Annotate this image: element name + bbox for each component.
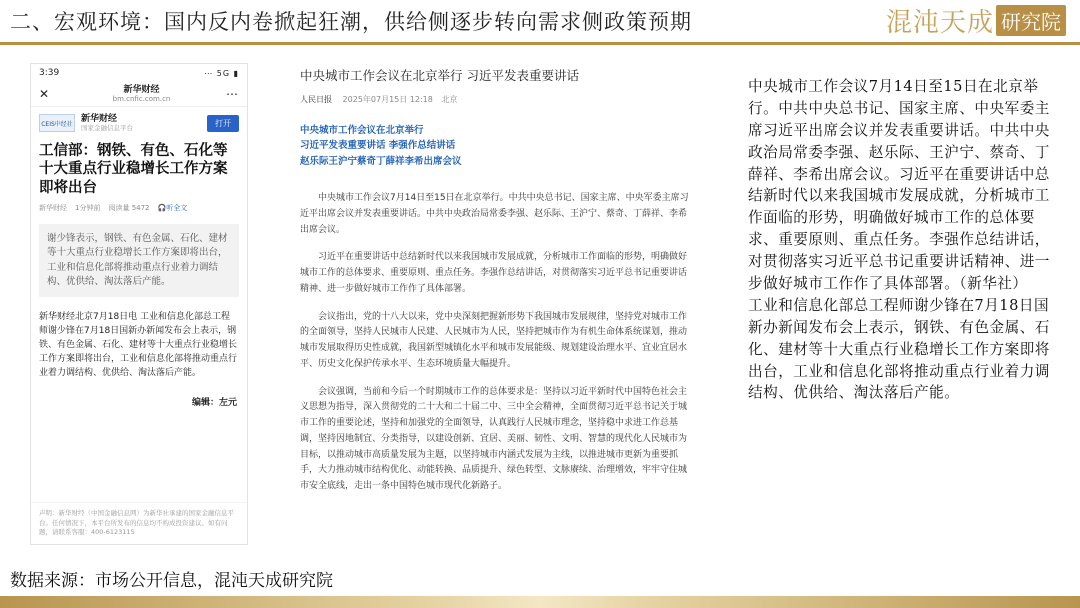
article-subhead: 习近平发表重要讲话 李强作总结讲话 <box>300 140 456 152</box>
meta-source: 新华财经 <box>39 204 67 213</box>
meta-time: 1分钟前 <box>75 204 101 213</box>
slide-title: 二、宏观环境：国内反内卷掀起狂潮，供给侧逐步转向需求侧政策预期 <box>10 10 692 34</box>
phone-nav-bar <box>31 82 247 107</box>
phone-editor: 编辑：左元 <box>191 397 237 408</box>
close-icon[interactable]: ✕ <box>39 87 50 101</box>
bottom-decor-bar <box>0 596 1080 608</box>
article-paragraph: 中央城市工作会议7月14日至15日在北京举行。中共中央总书记、国家主席、中央军委主席习近平出席会议并发表重要讲话。中共中央政治局常委李强、赵乐际、王沪宁、蔡奇、丁薛祥、李希出席会议。 <box>300 193 689 235</box>
publisher-logo: CEIS中经社 <box>39 114 75 132</box>
nav-title-block <box>57 85 226 103</box>
summary-paragraph: 工业和信息化部总工程师谢少锋在7月18日国新办新闻发布会上表示，钢铁、有色金属、石化、建材等十大重点行业稳增长工作方案即将出台，工业和信息化部将推动重点行业着力调结构、优供给、淘汰落后产能。 <box>748 296 1050 402</box>
phone-article-meta <box>31 198 247 218</box>
publisher-name: 新华财经 <box>81 114 118 124</box>
publisher-text <box>81 114 207 133</box>
phone-footer: 声明：新华财经（中国金融信息网）为新华社承建的国家金融信息平台。任何情况下，本平台所发布的信息均不构成投资建议。如有问题，请联系客服：400-6123115 <box>31 502 247 544</box>
phone-status-bar <box>31 64 247 82</box>
company-logo <box>886 2 1066 38</box>
phone-headline: 工信部：钢铁、有色、石化等十大重点行业稳增长工作方案即将出台 <box>39 142 228 197</box>
article-paragraph: 习近平在重要讲话中总结新时代以来我国城市发展成就，分析城市工作面临的形势，明确做好城市工作的总体要求、重要原则、重点任务。李强作总结讲话，对贯彻落实习近平总书记重要讲话精神、进一步做好城市工作作了具体部署。 <box>300 252 688 294</box>
open-app-button[interactable]: 打开 <box>207 115 239 132</box>
news-article <box>300 66 692 548</box>
article-title: 中央城市工作会议在北京举行 习近平发表重要讲话 <box>300 68 579 83</box>
publisher-row <box>31 107 247 140</box>
article-date: 2025年07月15日 12:18 <box>342 95 433 104</box>
nav-title: 新华财经 <box>123 84 160 95</box>
logo-box-text: 研究院 <box>996 5 1066 36</box>
status-icons: ⋯ 5G ▮ <box>204 68 239 78</box>
status-time: 3:39 <box>39 68 60 78</box>
title-divider <box>0 42 1080 45</box>
listen-label: 听全文 <box>166 204 188 213</box>
headphone-icon: 🎧 <box>157 204 167 213</box>
summary-paragraph: 中央城市工作会议7月14日至15日在北京举行。中共中央总书记、国家主席、中央军委主席习近平出席会议并发表重要讲话。中共中央政治局常委李强、赵乐际、王沪宁、蔡奇、丁薛祥、李希出席会议。习近平在重要讲话中总结新时代以来我国城市发展成就，分析城市工作面临的形势，明确做好城市工作的总体要求、重要原则、重点任务。李强作总结讲话，对贯彻落实习近平总书记重要讲话精神、进一步做好城市工作作了具体部署。（新华社） <box>748 78 1050 293</box>
article-source: 人民日报 <box>300 95 332 104</box>
article-paragraph: 会议指出，党的十八大以来，党中央深刻把握新形势下我国城市发展规律，坚持党对城市工作的全面领导，坚持人民城市人民建、人民城市为人民，坚持把城市作为有机生命体系统谋划，推动城市发展取得历史性成就，我国新型城镇化水平和城市发展能级、规划建设治理水平、宜业宜居水平、历史文化保护传承水平、生态环境质量大幅提升。 <box>300 311 688 369</box>
article-subhead: 中央城市工作会议在北京举行 <box>300 125 424 136</box>
phone-screenshot <box>30 63 248 545</box>
phone-summary: 谢少锋表示，钢铁、有色金属、石化、建材等十大重点行业稳增长工作方案即将出台，工业和信息化部将推动重点行业着力调结构、优供给、淘汰落后产能。 <box>39 224 239 297</box>
nav-url: bm.cnfic.com.cn <box>112 95 171 104</box>
data-source: 数据来源：市场公开信息，混沌天成研究院 <box>10 571 333 591</box>
article-meta <box>300 94 692 105</box>
article-subhead: 赵乐际王沪宁蔡奇丁薛祥李希出席会议 <box>300 155 462 167</box>
meta-reads: 阅读量 5472 <box>108 204 150 213</box>
listen-button[interactable] <box>158 203 188 213</box>
logo-main-text: 混沌天成 <box>885 7 994 38</box>
phone-body: 新华财经北京7月18日电 工业和信息化部总工程师谢少锋在7月18日国新办新闻发布会上表示，钢铁、有色金属、石化、建材等十大重点行业稳增长工作方案即将出台，工业和信息化部将推动重点行业着力调结构、优供给、淘汰落后产能。 <box>39 312 238 378</box>
publisher-desc: 国家金融信息平台 <box>81 123 133 132</box>
summary-text <box>748 76 1058 404</box>
more-icon[interactable]: ⋯ <box>226 87 239 101</box>
article-location: 北京 <box>441 95 458 104</box>
article-subheads <box>300 123 692 169</box>
article-paragraph: 会议强调，当前和今后一个时期城市工作的总体要求是：坚持以习近平新时代中国特色社会主义思想为指导，深入贯彻党的二十大和二十届二中、三中全会精神，全面贯彻习近平总书记关于城市工作的重要论述，坚持和加强党的全面领导，认真践行人民城市理念，坚持稳中求进工作总基调，坚持因地制宜、分类指导，以建设创新、宜居、美丽、韧性、文明、智慧的现代化人民城市为目标，以推动城市高质量发展为主题，以坚持城市内涵式发展为主线，以推进城市更新为重要抓手，大力推动城市结构优化、动能转换、品质提升、绿色转型、文脉赓续、治理增效，牢牢守住城市安全底线，走出一条中国特色城市现代化新路子。 <box>300 386 688 492</box>
